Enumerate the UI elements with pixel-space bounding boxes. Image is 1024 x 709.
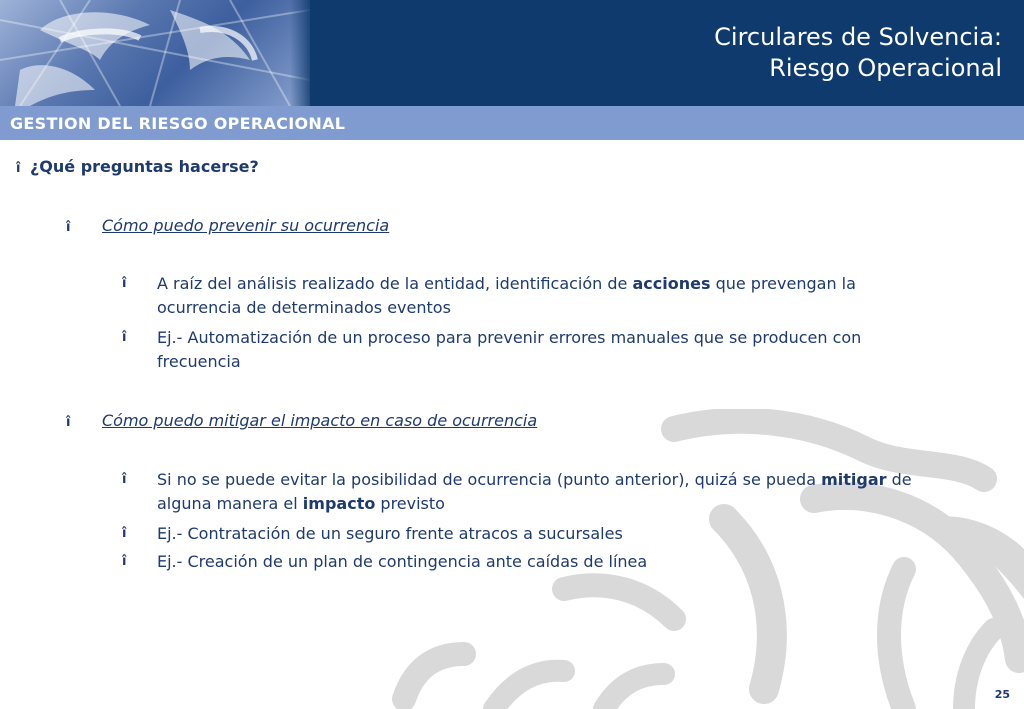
mitigate-heading-text: Cómo puedo mitigar el impacto en caso de ocurrencia xyxy=(102,411,538,430)
bullet-arrow-icon: î xyxy=(122,472,127,487)
bullet-arrow-icon: î xyxy=(122,330,127,345)
bullet-arrow-icon: î xyxy=(66,415,71,430)
slide-title-line1: Circulares de Solvencia: xyxy=(714,23,1002,51)
mitigate-item-3: î Ej.- Creación de un plan de contingencia ante caídas de línea xyxy=(122,550,922,574)
slide-title xyxy=(714,22,1002,84)
page-number: 25 xyxy=(994,688,1010,701)
bullet-arrow-icon: î xyxy=(122,526,127,541)
griffin-logo-icon xyxy=(0,0,310,106)
prevent-heading-text: Cómo puedo prevenir su ocurrencia xyxy=(102,216,390,235)
prevent-heading xyxy=(66,216,389,235)
mitigate-heading xyxy=(66,411,537,430)
section-title: GESTION DEL RIESGO OPERACIONAL xyxy=(10,114,346,133)
bullet-arrow-icon: î xyxy=(16,161,21,176)
section-bar xyxy=(0,106,1024,140)
bullet-arrow-icon: î xyxy=(122,554,127,569)
prevent-item-1: î A raíz del análisis realizado de la entidad, identificación de acciones que prevengan la ocurrencia de determinados eventos xyxy=(122,274,856,317)
question-line xyxy=(16,157,259,176)
header-banner xyxy=(0,0,1024,106)
slide-content xyxy=(0,140,1024,709)
bullet-arrow-icon: î xyxy=(122,276,127,291)
prevent-item-2: î Ej.- Automatización de un proceso para prevenir errores manuales que se producen con frecuencia xyxy=(122,328,862,371)
bullet-arrow-icon: î xyxy=(66,220,71,235)
mitigate-item-2: î Ej.- Contratación de un seguro frente atracos a sucursales xyxy=(122,522,922,546)
question-text: ¿Qué preguntas hacerse? xyxy=(30,157,259,176)
mitigate-item-1: î Si no se puede evitar la posibilidad de ocurrencia (punto anterior), quizá se pueda mitigar de alguna manera el impacto previsto xyxy=(122,470,912,513)
slide-title-line2: Riesgo Operacional xyxy=(769,54,1002,82)
header-photo-logo-image xyxy=(0,0,310,106)
